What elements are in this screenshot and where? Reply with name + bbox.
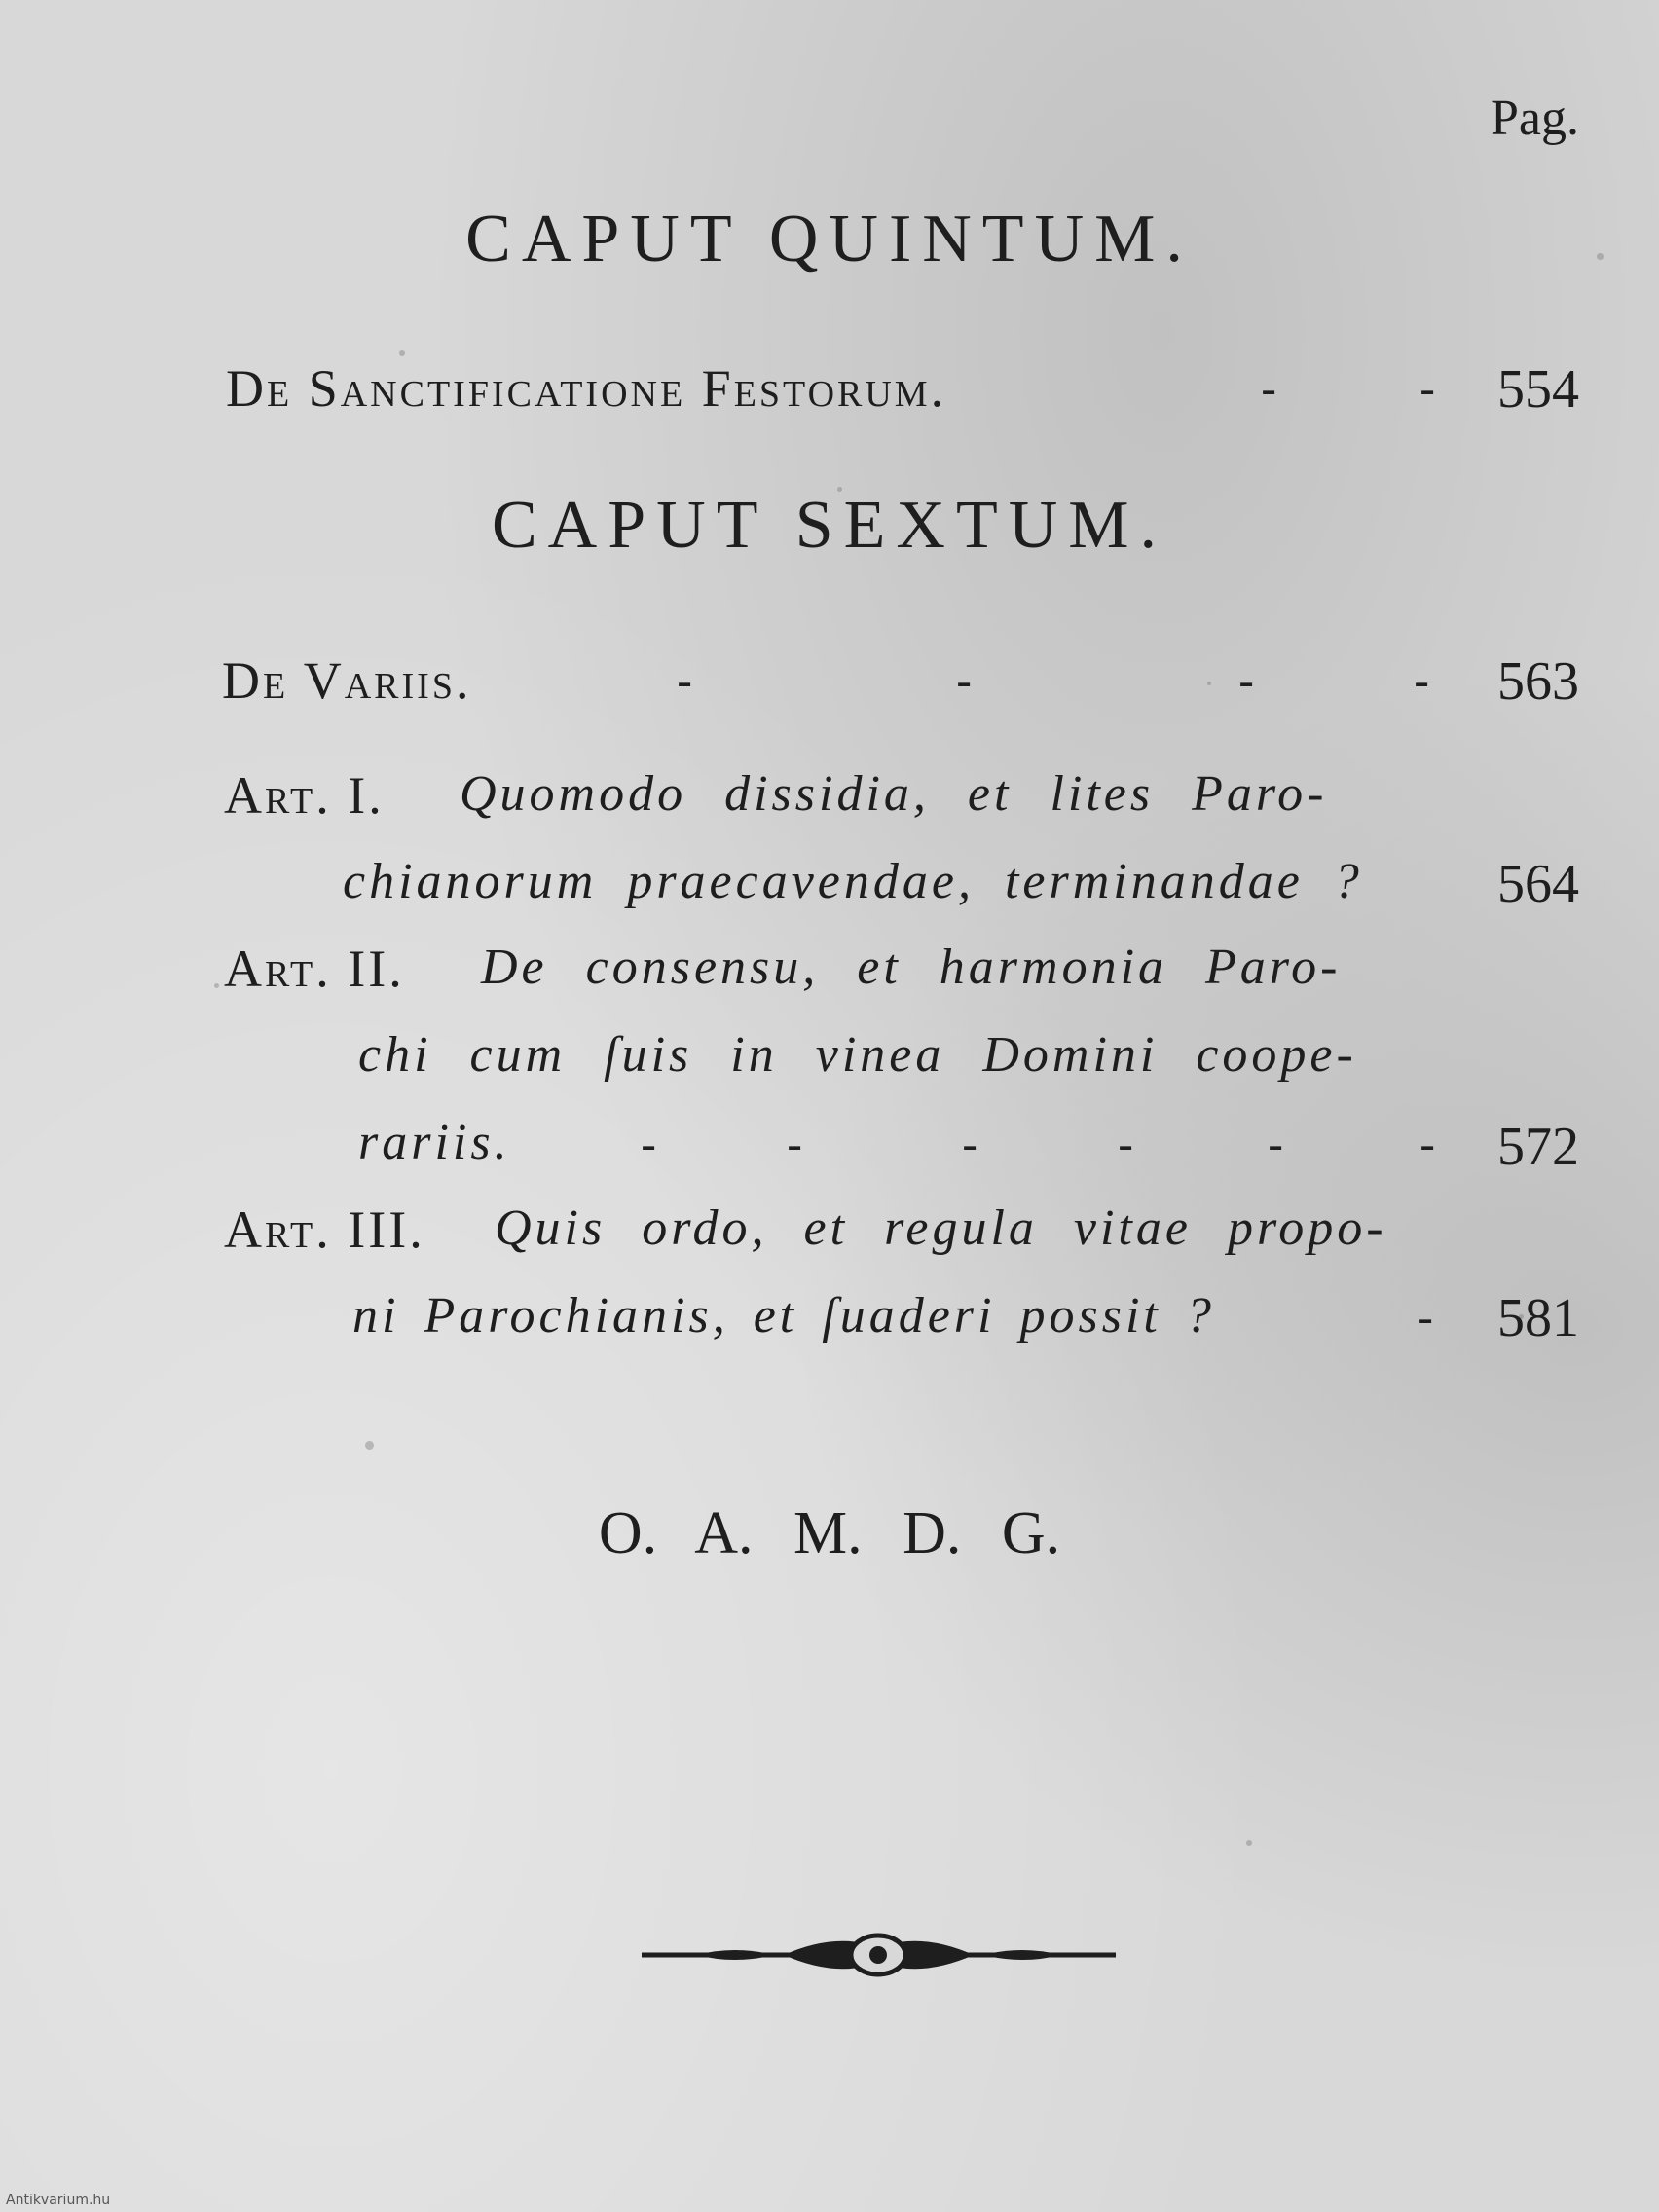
toc-page-number: 572 (1497, 1117, 1579, 1177)
page-header-label: Pag. (1491, 91, 1579, 146)
paper-speck (1246, 1840, 1252, 1846)
article-text-line: De consensu, et harmonia Paro- (481, 940, 1342, 995)
leader-dash: - (962, 1118, 978, 1172)
article-label: Art. III. (224, 1200, 425, 1259)
leader-dash: - (641, 1118, 657, 1172)
watermark-text: Antikvarium.hu (6, 2193, 111, 2208)
leader-dash: - (1238, 654, 1255, 709)
paper-speck (399, 350, 405, 356)
paper-speck (1207, 682, 1211, 685)
leader-dash: - (1419, 1118, 1436, 1172)
article-text-line: rariis. (358, 1115, 511, 1170)
article-label: Art. II. (224, 940, 405, 998)
leader-dash: - (1261, 362, 1277, 417)
leader-dash: - (1418, 1291, 1434, 1346)
chapter-heading: CAPUT SEXTUM. (491, 488, 1167, 563)
paper-speck (214, 983, 219, 988)
chapter-heading: CAPUT QUINTUM. (465, 202, 1194, 276)
article-text-line: Quomodo dissidia, et lites Paro- (460, 766, 1328, 822)
toc-entry-title: De Sanctificatione Festorum. (226, 359, 947, 418)
ornament-flourish-icon (638, 1916, 1120, 1994)
toc-entry-title: De Variis. (222, 651, 472, 710)
article-text-line: chi cum ſuis in vinea Domini coope- (358, 1027, 1357, 1083)
leader-dash: - (1118, 1118, 1134, 1172)
leader-dash: - (1268, 1118, 1284, 1172)
toc-page-number: 581 (1497, 1288, 1579, 1348)
leader-dash: - (677, 654, 693, 709)
leader-dash: - (1419, 362, 1436, 417)
article-text-line: Quis ordo, et regula vitae propo- (495, 1200, 1387, 1256)
leader-dash: - (787, 1118, 803, 1172)
toc-page-number: 554 (1497, 359, 1579, 420)
leader-dash: - (1414, 654, 1430, 709)
closing-motto: O. A. M. D. G. (598, 1500, 1061, 1567)
article-label: Art. I. (224, 766, 385, 825)
article-text-line: chianorum praecavendae, terminandae ? (343, 854, 1363, 909)
article-text-line: ni Parochianis, et ſuaderi possit ? (352, 1288, 1215, 1344)
toc-page-number: 563 (1497, 651, 1579, 712)
paper-speck (365, 1441, 374, 1450)
leader-dash: - (956, 654, 973, 709)
toc-page-number: 564 (1497, 854, 1579, 914)
